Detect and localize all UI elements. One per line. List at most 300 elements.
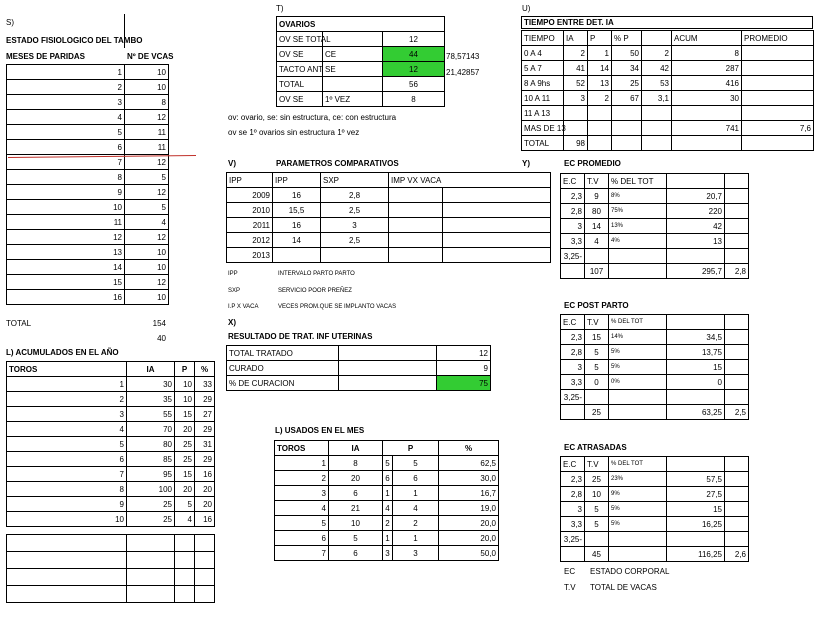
- l2-cell: 50,0: [439, 546, 499, 561]
- l1-row: [7, 467, 215, 482]
- u-cell: 30: [672, 91, 742, 106]
- s-row: [7, 200, 169, 215]
- l2-cell: 20,0: [439, 516, 499, 531]
- l2-row: [275, 531, 499, 546]
- ep-row: [561, 360, 749, 375]
- u-cell: TOTAL: [522, 136, 564, 151]
- l1-cell: 1: [7, 377, 127, 392]
- ep-cell: [725, 390, 749, 405]
- v-header-cell: IPP: [273, 173, 321, 188]
- ep-cell: 3: [561, 360, 585, 375]
- x-label-cell: CURADO: [227, 361, 339, 376]
- ep-cell: 0: [667, 375, 725, 390]
- x-value-cell: 9: [437, 361, 491, 376]
- ep-total-avg: 2,5: [725, 405, 749, 420]
- s-count-cell: 12: [125, 110, 169, 125]
- l1-row: [7, 482, 215, 497]
- u-row: [522, 46, 814, 61]
- ea-cell: 5%: [609, 502, 667, 517]
- ea-cell: 15: [667, 502, 725, 517]
- y-cell: 220: [667, 204, 725, 219]
- l2-row: [275, 501, 499, 516]
- section-s-label: S): [6, 18, 14, 27]
- ea-cell: [609, 547, 667, 562]
- u-cell: 741: [672, 121, 742, 136]
- l1-cell: 29: [195, 422, 215, 437]
- y-cell: 2,3: [561, 189, 585, 204]
- ep-cell: 15: [585, 330, 609, 345]
- ea-cell: [585, 532, 609, 547]
- u-cell: [564, 106, 588, 121]
- s-count-cell: 12: [125, 230, 169, 245]
- v-legend-desc: SERVICIO POOR PREÑEZ: [278, 288, 352, 294]
- l2-row: [275, 471, 499, 486]
- u-cell: 13: [588, 76, 612, 91]
- v-cell: 14: [273, 233, 321, 248]
- u-cell: [672, 136, 742, 151]
- t-note-1: ov: ovario, se: sin estructura, ce: con estructura: [228, 113, 397, 122]
- t-cell-sub: [323, 32, 383, 47]
- ep-cell: 0: [585, 375, 609, 390]
- s-count-cell: 12: [125, 275, 169, 290]
- u-row: [522, 61, 814, 76]
- v-cell: [389, 203, 443, 218]
- y-row: [561, 249, 749, 264]
- s-count-cell: 10: [125, 80, 169, 95]
- t-cell-value: 8: [383, 92, 445, 107]
- ep-header-cell: % DEL TOT: [609, 315, 667, 330]
- x-label-cell: % DE CURACION: [227, 376, 339, 391]
- y-cell: 13: [667, 234, 725, 249]
- v-row: [227, 218, 551, 233]
- ea-cell: [725, 487, 749, 502]
- ea-legend-abbr: T.V: [564, 583, 576, 592]
- s-month-cell: 16: [7, 290, 125, 305]
- l2-cell: 7: [275, 546, 329, 561]
- l2-row: [275, 516, 499, 531]
- ea-row: [561, 502, 749, 517]
- l2-cell: 3: [275, 486, 329, 501]
- ep-table: [560, 314, 749, 420]
- ea-cell: 25: [585, 472, 609, 487]
- ea-legend-desc: ESTADO CORPORAL: [590, 567, 670, 576]
- ea-cell: [725, 472, 749, 487]
- x-row: [227, 376, 491, 391]
- l2-header-cell: IA: [329, 441, 383, 456]
- u-cell: 2: [588, 91, 612, 106]
- l2-cell: 2: [393, 516, 439, 531]
- l1-cell: 33: [195, 377, 215, 392]
- t-note-2: ov se 1º ovarios sin estructura 1º vez: [228, 128, 360, 137]
- u-cell: 5 A 7: [522, 61, 564, 76]
- l1-cell: 10: [175, 392, 195, 407]
- l2-cell: 1: [393, 486, 439, 501]
- l1-cell: 15: [175, 467, 195, 482]
- u-cell: 14: [588, 61, 612, 76]
- l2-row: [275, 486, 499, 501]
- section-v-label: V): [228, 159, 236, 168]
- s-extra-value: 40: [157, 334, 166, 343]
- u-cell: 25: [612, 76, 642, 91]
- t-cell-label: OV SE TOTAL: [277, 32, 323, 47]
- ea-cell: [725, 517, 749, 532]
- u-cell: MAS DE 13: [522, 121, 564, 136]
- s-month-cell: 3: [7, 95, 125, 110]
- s-row: [7, 275, 169, 290]
- l1-cell: 5: [7, 437, 127, 452]
- t-pct-ce: 78,57143: [446, 52, 480, 61]
- u-cell: [642, 121, 672, 136]
- ea-total-sum: 116,25: [667, 547, 725, 562]
- ea-cell: 9%: [609, 487, 667, 502]
- ep-cell: 5%: [609, 345, 667, 360]
- v-cell: 2009: [227, 188, 273, 203]
- ea-total-count: 45: [585, 547, 609, 562]
- x-row: [227, 346, 491, 361]
- s-row: [7, 185, 169, 200]
- s-count-cell: 8: [125, 95, 169, 110]
- ep-cell: 2,8: [561, 345, 585, 360]
- section-s-title: ESTADO FISIOLOGICO DEL TAMBO: [6, 36, 143, 45]
- y-cell: 3: [561, 219, 585, 234]
- y-cell: [725, 234, 749, 249]
- v-cell: 2012: [227, 233, 273, 248]
- s-total-value: 154: [152, 319, 166, 328]
- l1-cell: 4: [175, 512, 195, 527]
- l1-cell: 6: [7, 452, 127, 467]
- t-cell-sub: 1º VEZ: [323, 92, 383, 107]
- x-row: [227, 361, 491, 376]
- l1-row: [7, 392, 215, 407]
- ea-header-cell: % DEL TOT: [609, 457, 667, 472]
- u-cell: 10 A 11: [522, 91, 564, 106]
- ep-title: EC POST PARTO: [564, 301, 629, 310]
- y-header-cell: T.V: [585, 174, 609, 189]
- l1-cell: 10: [175, 377, 195, 392]
- s-row: [7, 260, 169, 275]
- l2-cell: 3: [393, 546, 439, 561]
- l1-cell: 25: [175, 437, 195, 452]
- v-cell: 2013: [227, 248, 273, 263]
- s-row: [7, 95, 169, 110]
- l1-cell: 100: [127, 482, 175, 497]
- ep-row: [561, 330, 749, 345]
- y-header-cell: E.C: [561, 174, 585, 189]
- ea-cell: 3,3: [561, 517, 585, 532]
- y-total-row: [561, 264, 749, 279]
- s-count-cell: 10: [125, 290, 169, 305]
- y-header-cell: [667, 174, 725, 189]
- v-cell: 16: [273, 188, 321, 203]
- l2-header-cell: %: [439, 441, 499, 456]
- y-cell: 4: [585, 234, 609, 249]
- v-title: PARAMETROS COMPARATIVOS: [276, 159, 399, 168]
- l2-cell: 5: [383, 456, 393, 471]
- ea-header-row: [561, 457, 749, 472]
- ea-cell: [609, 532, 667, 547]
- u-cell: [612, 121, 642, 136]
- ep-cell: 2,3: [561, 330, 585, 345]
- l1-row: [7, 407, 215, 422]
- t-table: [276, 16, 445, 107]
- v-cell: [443, 218, 551, 233]
- y-cell: [561, 264, 585, 279]
- u-cell: [588, 121, 612, 136]
- ea-cell: [725, 532, 749, 547]
- u-cell: 8 A 9hs: [522, 76, 564, 91]
- x-empty-cell: [339, 346, 437, 361]
- u-cell: 67: [612, 91, 642, 106]
- s-table: [6, 64, 169, 305]
- ea-legend-desc: TOTAL DE VACAS: [590, 583, 657, 592]
- l2-cell: 2: [383, 516, 393, 531]
- l2-cell: 1: [383, 486, 393, 501]
- y-row: [561, 204, 749, 219]
- u-header-cell: % P: [612, 31, 642, 46]
- v-cell: [443, 188, 551, 203]
- y-row: [561, 234, 749, 249]
- u-cell: [588, 106, 612, 121]
- l2-cell: 30,0: [439, 471, 499, 486]
- u-cell: [742, 106, 814, 121]
- s-month-cell: 1: [7, 65, 125, 80]
- y-cell: 80: [585, 204, 609, 219]
- s-month-cell: 10: [7, 200, 125, 215]
- l2-cell: 6: [275, 531, 329, 546]
- s-row: [7, 110, 169, 125]
- u-cell: 50: [612, 46, 642, 61]
- y-title: EC PROMEDIO: [564, 159, 621, 168]
- u-cell: 11 A 13: [522, 106, 564, 121]
- s-month-cell: 6: [7, 140, 125, 155]
- s-count-cell: 5: [125, 200, 169, 215]
- u-cell: [612, 106, 642, 121]
- ea-cell: [725, 502, 749, 517]
- s-count-cell: 12: [125, 185, 169, 200]
- v-cell: 3: [321, 218, 389, 233]
- l2-cell: 1: [393, 531, 439, 546]
- s-col-header-cows: Nº DE VCAS: [127, 52, 174, 61]
- t-cell-label: OV SE: [277, 47, 323, 62]
- v-cell: [389, 188, 443, 203]
- x-table: [226, 345, 491, 391]
- x-empty-cell: [339, 376, 437, 391]
- y-cell: [585, 249, 609, 264]
- s-month-cell: 7: [7, 155, 125, 170]
- ea-table: [560, 456, 749, 562]
- l1-cell: 31: [195, 437, 215, 452]
- ea-header-cell: T.V: [585, 457, 609, 472]
- y-cell: 3,3: [561, 234, 585, 249]
- l1-cell: 16: [195, 467, 215, 482]
- u-cell: [564, 121, 588, 136]
- ea-row: [561, 532, 749, 547]
- v-legend-abbr: IPP: [228, 271, 238, 277]
- ep-header-row: [561, 315, 749, 330]
- u-header-cell: P: [588, 31, 612, 46]
- y-row: [561, 219, 749, 234]
- t-row: [277, 47, 445, 62]
- s-count-cell: 11: [125, 140, 169, 155]
- ep-total-sum: 63,25: [667, 405, 725, 420]
- ea-cell: 10: [585, 487, 609, 502]
- y-cell: 8%: [609, 189, 667, 204]
- l2-cell: 62,5: [439, 456, 499, 471]
- u-cell: [742, 61, 814, 76]
- l1-cell: 7: [7, 467, 127, 482]
- x-empty-cell: [339, 361, 437, 376]
- v-cell: [443, 203, 551, 218]
- l2-cell: 5: [329, 531, 383, 546]
- ea-cell: 23%: [609, 472, 667, 487]
- l2-cell: 6: [329, 486, 383, 501]
- v-cell: 2,5: [321, 203, 389, 218]
- s-row: [7, 125, 169, 140]
- s-row: [7, 140, 169, 155]
- l2-cell: 20,0: [439, 531, 499, 546]
- t-row: [277, 62, 445, 77]
- y-cell: [609, 249, 667, 264]
- s-month-cell: 2: [7, 80, 125, 95]
- t-row: [277, 92, 445, 107]
- s-col-header-months: MESES DE PARIDAS: [6, 52, 85, 61]
- y-cell: 3,25-: [561, 249, 585, 264]
- ep-header-cell: T.V: [585, 315, 609, 330]
- s-month-cell: 11: [7, 215, 125, 230]
- l2-cell: 19,0: [439, 501, 499, 516]
- u-header-cell: [642, 31, 672, 46]
- l2-cell: 4: [383, 501, 393, 516]
- s-count-cell: 11: [125, 125, 169, 140]
- u-cell: 416: [672, 76, 742, 91]
- l2-table: [274, 440, 499, 561]
- ea-cell: [667, 532, 725, 547]
- u-title: TIEMPO ENTRE DET. IA: [522, 17, 813, 29]
- y-total-avg: 2,8: [725, 264, 749, 279]
- y-cell: 42: [667, 219, 725, 234]
- l1-cell: 20: [195, 482, 215, 497]
- y-table: [560, 173, 749, 279]
- ea-cell: 16,25: [667, 517, 725, 532]
- l2-cell: 1: [275, 456, 329, 471]
- u-table: [521, 30, 814, 151]
- l2-cell: 1: [383, 531, 393, 546]
- l2-cell: 6: [383, 471, 393, 486]
- u-cell: 34: [612, 61, 642, 76]
- l1-cell: 29: [195, 392, 215, 407]
- l2-row: [275, 456, 499, 471]
- x-value-cell: 12: [437, 346, 491, 361]
- ep-cell: [585, 390, 609, 405]
- v-cell: [443, 248, 551, 263]
- s-count-cell: 4: [125, 215, 169, 230]
- u-cell: [742, 76, 814, 91]
- y-total-count: 107: [585, 264, 609, 279]
- u-cell: 2: [564, 46, 588, 61]
- l1-header-cell: TOROS: [7, 362, 127, 377]
- u-cell: [742, 136, 814, 151]
- ea-cell: 27,5: [667, 487, 725, 502]
- u-row: [522, 76, 814, 91]
- t-cell-sub: [323, 77, 383, 92]
- y-total-sum: 295,7: [667, 264, 725, 279]
- l1-empty-rows: [6, 534, 215, 603]
- u-cell: 42: [642, 61, 672, 76]
- ea-cell: 57,5: [667, 472, 725, 487]
- l1-header-row: [7, 362, 215, 377]
- s-row: [7, 65, 169, 80]
- s-month-cell: 12: [7, 230, 125, 245]
- ep-row: [561, 345, 749, 360]
- ea-cell: 3,25-: [561, 532, 585, 547]
- y-cell: [609, 264, 667, 279]
- y-cell: [725, 249, 749, 264]
- ea-row: [561, 517, 749, 532]
- s-month-cell: 8: [7, 170, 125, 185]
- l1-cell: 25: [175, 452, 195, 467]
- s-row: [7, 170, 169, 185]
- u-row: [522, 121, 814, 136]
- ep-cell: [725, 360, 749, 375]
- x-title: RESULTADO DE TRAT. INF UTERINAS: [228, 332, 373, 341]
- l1-row: [7, 497, 215, 512]
- l1-cell: 2: [7, 392, 127, 407]
- l1-title: L) ACUMULADOS EN EL AÑO: [6, 348, 119, 357]
- s-count-cell: 10: [125, 245, 169, 260]
- v-table: [226, 172, 551, 263]
- s-month-cell: 15: [7, 275, 125, 290]
- l1-cell: 35: [127, 392, 175, 407]
- l1-cell: 55: [127, 407, 175, 422]
- ea-cell: 2,8: [561, 487, 585, 502]
- v-cell: [389, 233, 443, 248]
- t-cell-sub: CE: [323, 47, 383, 62]
- ep-cell: [725, 345, 749, 360]
- ep-header-cell: E.C: [561, 315, 585, 330]
- l1-cell: 10: [7, 512, 127, 527]
- l2-header-cell: TOROS: [275, 441, 329, 456]
- l1-row: [7, 437, 215, 452]
- ep-row: [561, 375, 749, 390]
- l1-row: [7, 377, 215, 392]
- l1-row: [7, 452, 215, 467]
- v-header-cell: IPP: [227, 173, 273, 188]
- u-cell: [672, 106, 742, 121]
- l2-row: [275, 546, 499, 561]
- ep-row: [561, 390, 749, 405]
- l1-cell: 20: [175, 482, 195, 497]
- ep-cell: 15: [667, 360, 725, 375]
- u-title-row: [521, 16, 813, 29]
- section-u-label: U): [522, 4, 531, 13]
- l2-cell: 5: [275, 516, 329, 531]
- v-cell: 2011: [227, 218, 273, 233]
- l1-cell: 3: [7, 407, 127, 422]
- v-cell: 2010: [227, 203, 273, 218]
- l1-cell: 29: [195, 452, 215, 467]
- y-cell: 75%: [609, 204, 667, 219]
- t-pct-se: 21,42857: [446, 68, 480, 77]
- l2-cell: 10: [329, 516, 383, 531]
- t-header-row: [277, 17, 445, 32]
- section-t-label: T): [276, 4, 284, 13]
- l1-header-cell: %: [195, 362, 215, 377]
- ea-row: [561, 472, 749, 487]
- v-cell: [321, 248, 389, 263]
- ep-cell: 3,25-: [561, 390, 585, 405]
- ea-cell: 5%: [609, 517, 667, 532]
- l1-cell: 80: [127, 437, 175, 452]
